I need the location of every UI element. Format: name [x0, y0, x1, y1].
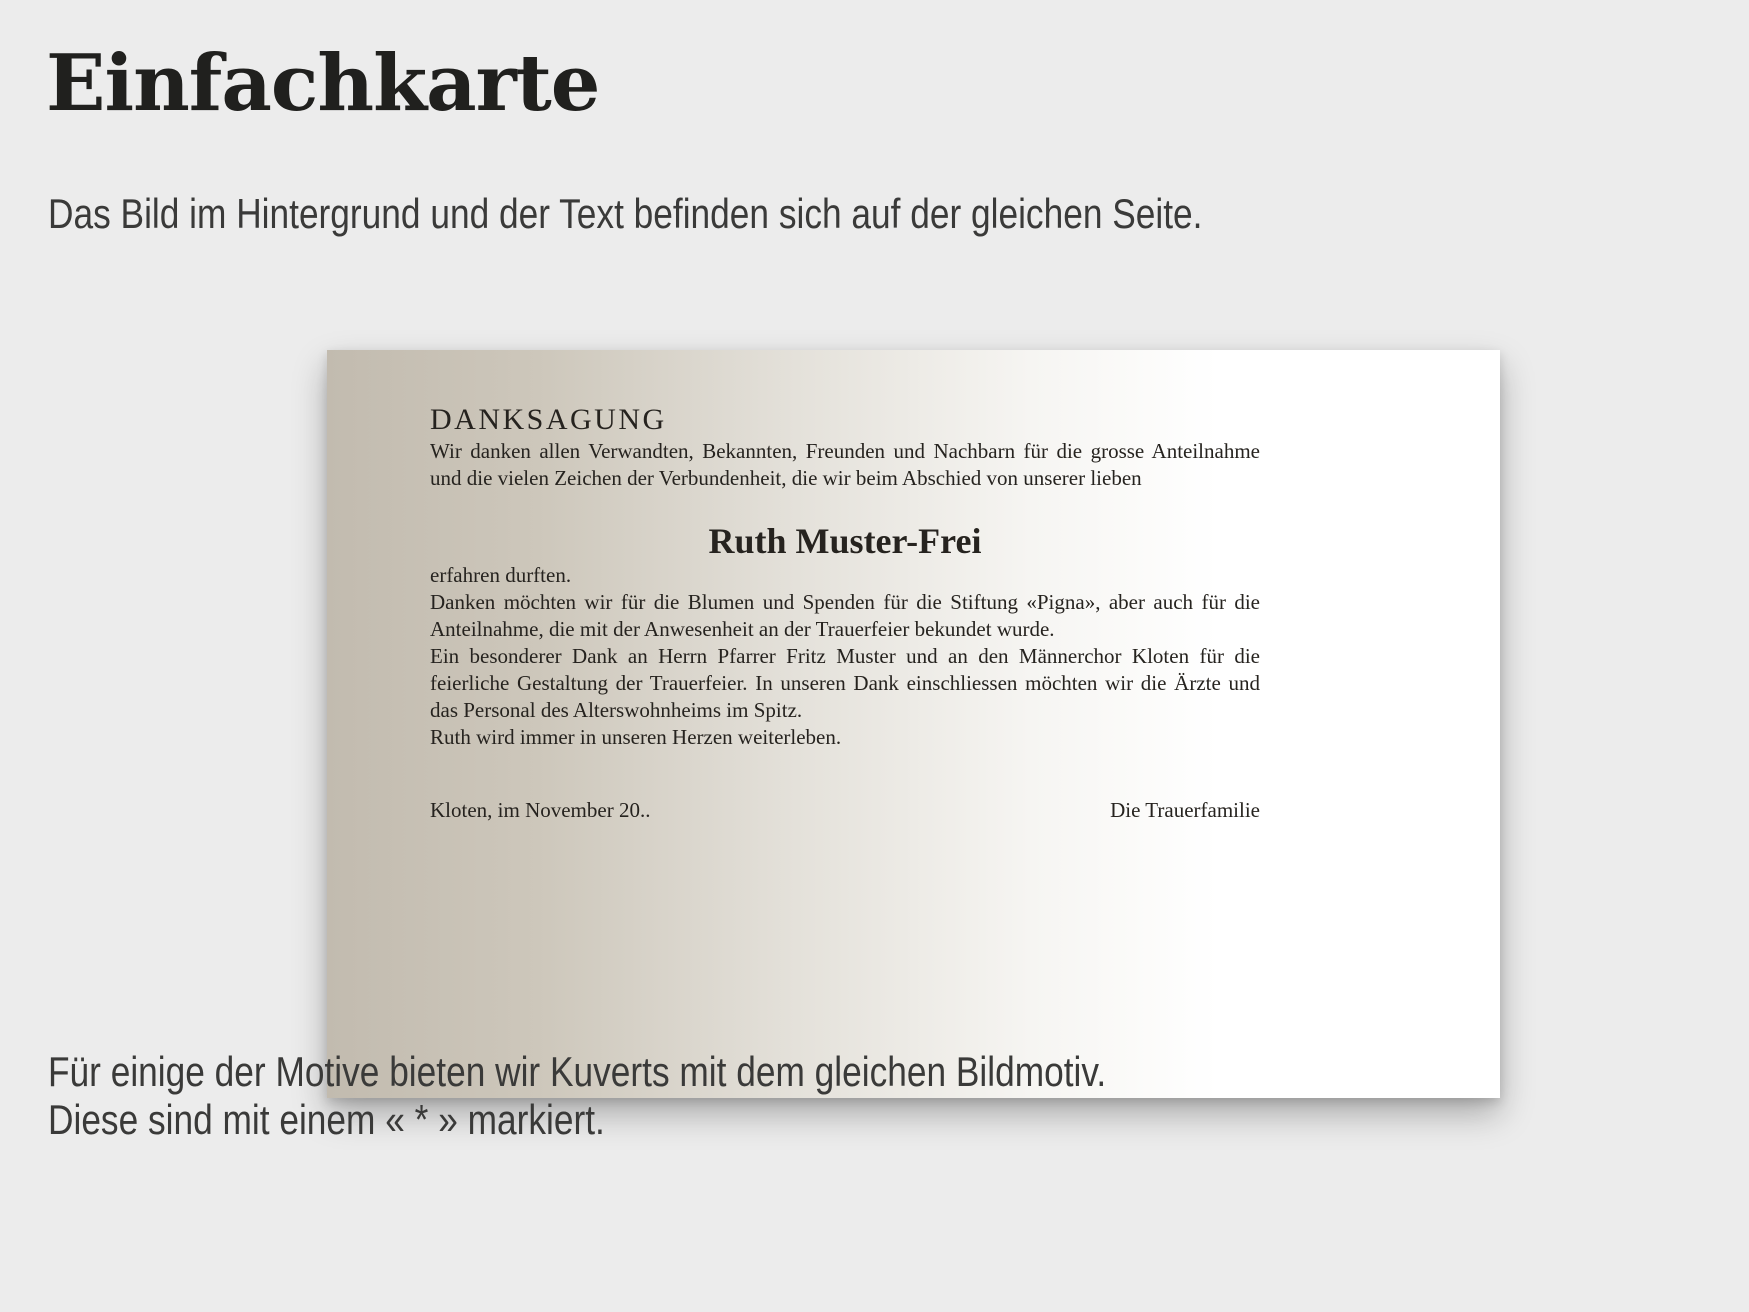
- card-memory-line: Ruth wird immer in unseren Herzen weiterleben.: [430, 725, 842, 749]
- footer-line-2: Diese sind mit einem « * » markiert.: [48, 1096, 605, 1143]
- card-heading: DANKSAGUNG: [430, 403, 667, 436]
- page-title: Einfachkarte: [46, 38, 600, 129]
- card-text-block: [430, 350, 1260, 824]
- card-intro-paragraph: Wir danken allen Verwandten, Bekannten, Freunden und Nachbarn für die grosse Anteilnahme und die vielen Zeichen der Verbundenheit, die wir beim Abschied von unserer lieben: [430, 439, 1260, 490]
- card-after-name-line: erfahren durften.: [430, 563, 572, 587]
- condolence-card-preview: [327, 350, 1500, 1098]
- card-place-date: Kloten, im November 20..: [430, 798, 651, 822]
- card-flowers-paragraph: Danken möchten wir für die Blumen und Spenden für die Stiftung «Pigna», aber auch für die Anteilnahme, die mit der Anwesenheit an der Trauerfeier bekundet wurde.: [430, 590, 1260, 641]
- deceased-name: Ruth Muster-Frei: [708, 521, 982, 561]
- card-footer-row: [430, 797, 1260, 824]
- page-subtitle: Das Bild im Hintergrund und der Text befinden sich auf der gleichen Seite.: [48, 190, 1203, 237]
- footer-line-1: Für einige der Motive bieten wir Kuverts mit dem gleichen Bildmotiv.: [48, 1048, 1107, 1095]
- page-footer-note: [48, 1048, 1106, 1144]
- card-thanks-paragraph: Ein besonderer Dank an Herrn Pfarrer Fritz Muster und an den Männerchor Kloten für die feierliche Gestaltung der Trauerfeier. In unseren Dank einschliessen möchten wir die Ärzte und das Personal des Alterswohnheims im Spitz.: [430, 644, 1260, 722]
- card-signature: Die Trauerfamilie: [1110, 798, 1260, 822]
